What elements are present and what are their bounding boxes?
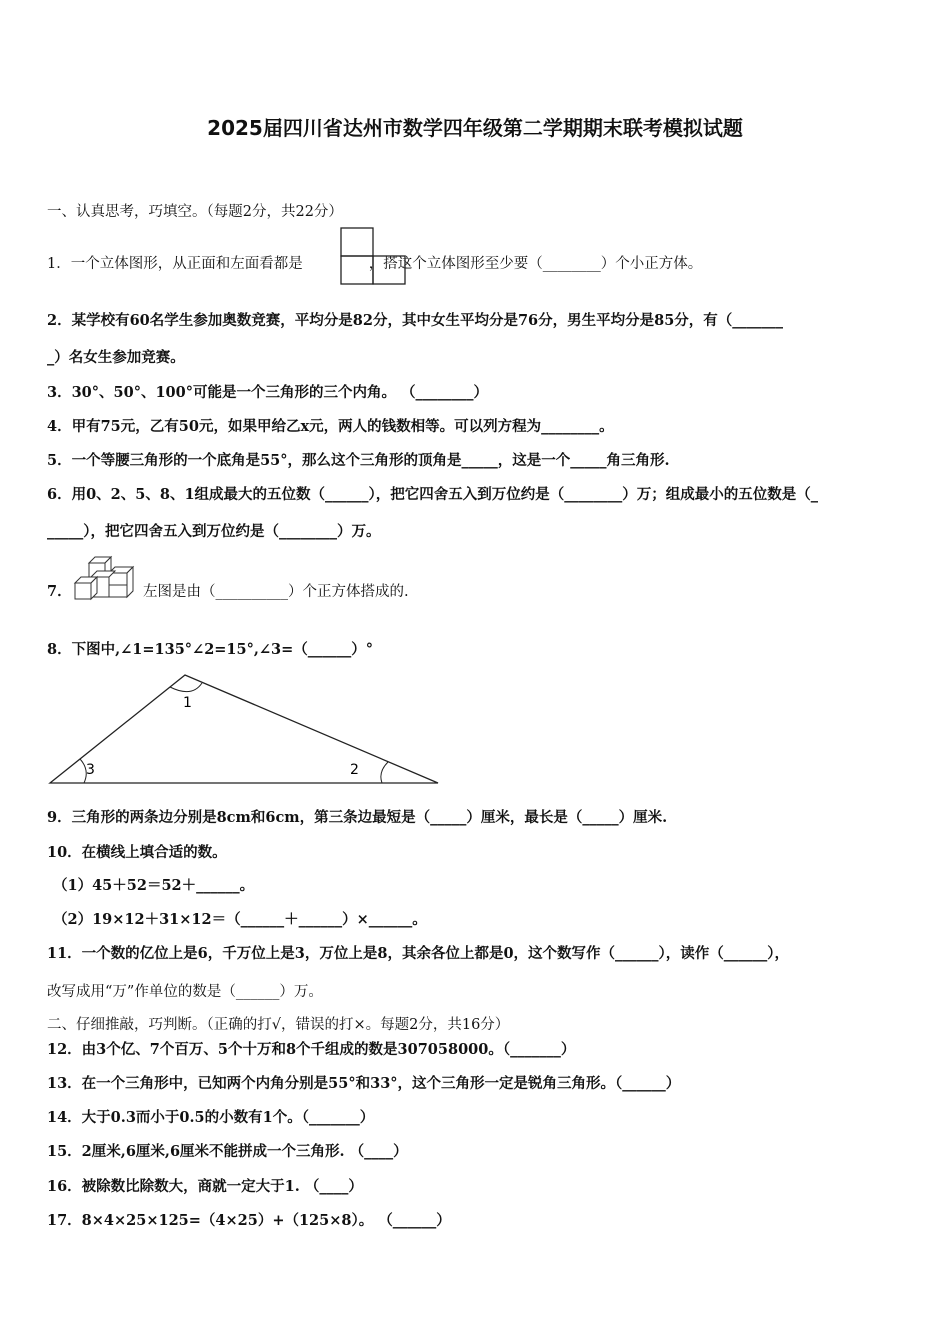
question-1-text-a: 1．一个立体图形，从正面和左面看都是 xyxy=(47,256,303,272)
question-3: 3．30°、50°、100°可能是一个三角形的三个内角。 （________） xyxy=(47,384,489,401)
question-8-triangle-figure xyxy=(44,670,444,790)
question-12: 12．由3个亿、7个百万、5个十万和8个千组成的数是307058000。（_______） xyxy=(47,1041,576,1058)
view-square-bottom-right xyxy=(373,256,405,284)
question-7-text: 左图是由（__________）个正方体搭成的. xyxy=(143,584,409,600)
question-6-line-1: 6．用0、2、5、8、1组成最大的五位数（______），把它四舍五入到万位约是（________）万；组成最小的五位数是（_ xyxy=(47,486,819,503)
angle-3-label: 3 xyxy=(86,762,95,778)
question-13: 13．在一个三角形中，已知两个内角分别是55°和33°，这个三角形一定是锐角三角形。（______） xyxy=(47,1075,681,1092)
question-9: 9．三角形的两条边分别是8cm和6cm，第三条边最短是（_____）厘米，最长是（_____）厘米. xyxy=(47,809,668,826)
view-square-bottom-left xyxy=(341,256,373,284)
question-4: 4．甲有75元，乙有50元，如果甲给乙x元，两人的钱数相等。可以列方程为________。 xyxy=(47,418,614,435)
triangle-outline xyxy=(50,675,438,783)
question-15: 15．2厘米,6厘米,6厘米不能拼成一个三角形. （____） xyxy=(47,1143,408,1160)
angle-1-arc xyxy=(170,683,202,692)
question-1-text-b: ，搭这个立体图形至少要（________）个小正方体。 xyxy=(368,256,703,272)
angle-2-label: 2 xyxy=(350,762,359,778)
question-10-part-2: （2）19×12＋31×12＝（______＋______）×______。 xyxy=(53,911,427,928)
question-2-line-1: 2．某学校有60名学生参加奥数竞赛，平均分是82分，其中女生平均分是76分，男生平均分是85分，有（_______ xyxy=(47,312,784,329)
section-1-heading: 一、认真思考，巧填空。（每题2分，共22分） xyxy=(47,204,343,220)
question-17: 17．8×4×25×125=（4×25）+（125×8）。 （______） xyxy=(47,1212,451,1229)
view-square-top xyxy=(341,228,373,256)
question-16: 16．被除数比除数大，商就一定大于1. （____） xyxy=(47,1178,363,1195)
question-2-line-2: _）名女生参加竞赛。 xyxy=(47,349,185,366)
question-10: 10．在横线上填合适的数。 xyxy=(47,844,227,861)
section-2-heading: 二、仔细推敲，巧判断。（正确的打√，错误的打×。每题2分，共16分） xyxy=(47,1017,510,1033)
question-8: 8．下图中,∠1=135°∠2=15°,∠3=（______）° xyxy=(47,641,374,658)
question-6-line-2: _____），把它四舍五入到万位约是（________）万。 xyxy=(47,523,381,540)
question-11-line-2: 改写成用“万”作单位的数是（______）万。 xyxy=(47,984,323,1000)
question-11-line-1: 11．一个数的亿位上是6，千万位上是3，万位上是8，其余各位上都是0，这个数写作（______），读作（______）， xyxy=(47,945,790,962)
angle-1-label: 1 xyxy=(183,695,192,711)
question-7-number: 7． xyxy=(47,583,72,600)
question-5: 5．一个等腰三角形的一个底角是55°，那么这个三角形的顶角是_____，这是一个_____角三角形. xyxy=(47,452,670,469)
question-14: 14．大于0.3而小于0.5的小数有1个。（_______） xyxy=(47,1109,375,1126)
question-7-cubes-figure xyxy=(71,555,141,603)
question-10-part-1: （1）45＋52＝52＋______。 xyxy=(53,877,255,894)
question-1-view-figure xyxy=(339,226,407,286)
angle-2-arc xyxy=(381,762,388,783)
page-title: 2025届四川省达州市数学四年级第二学期期末联考模拟试题 xyxy=(207,116,743,140)
